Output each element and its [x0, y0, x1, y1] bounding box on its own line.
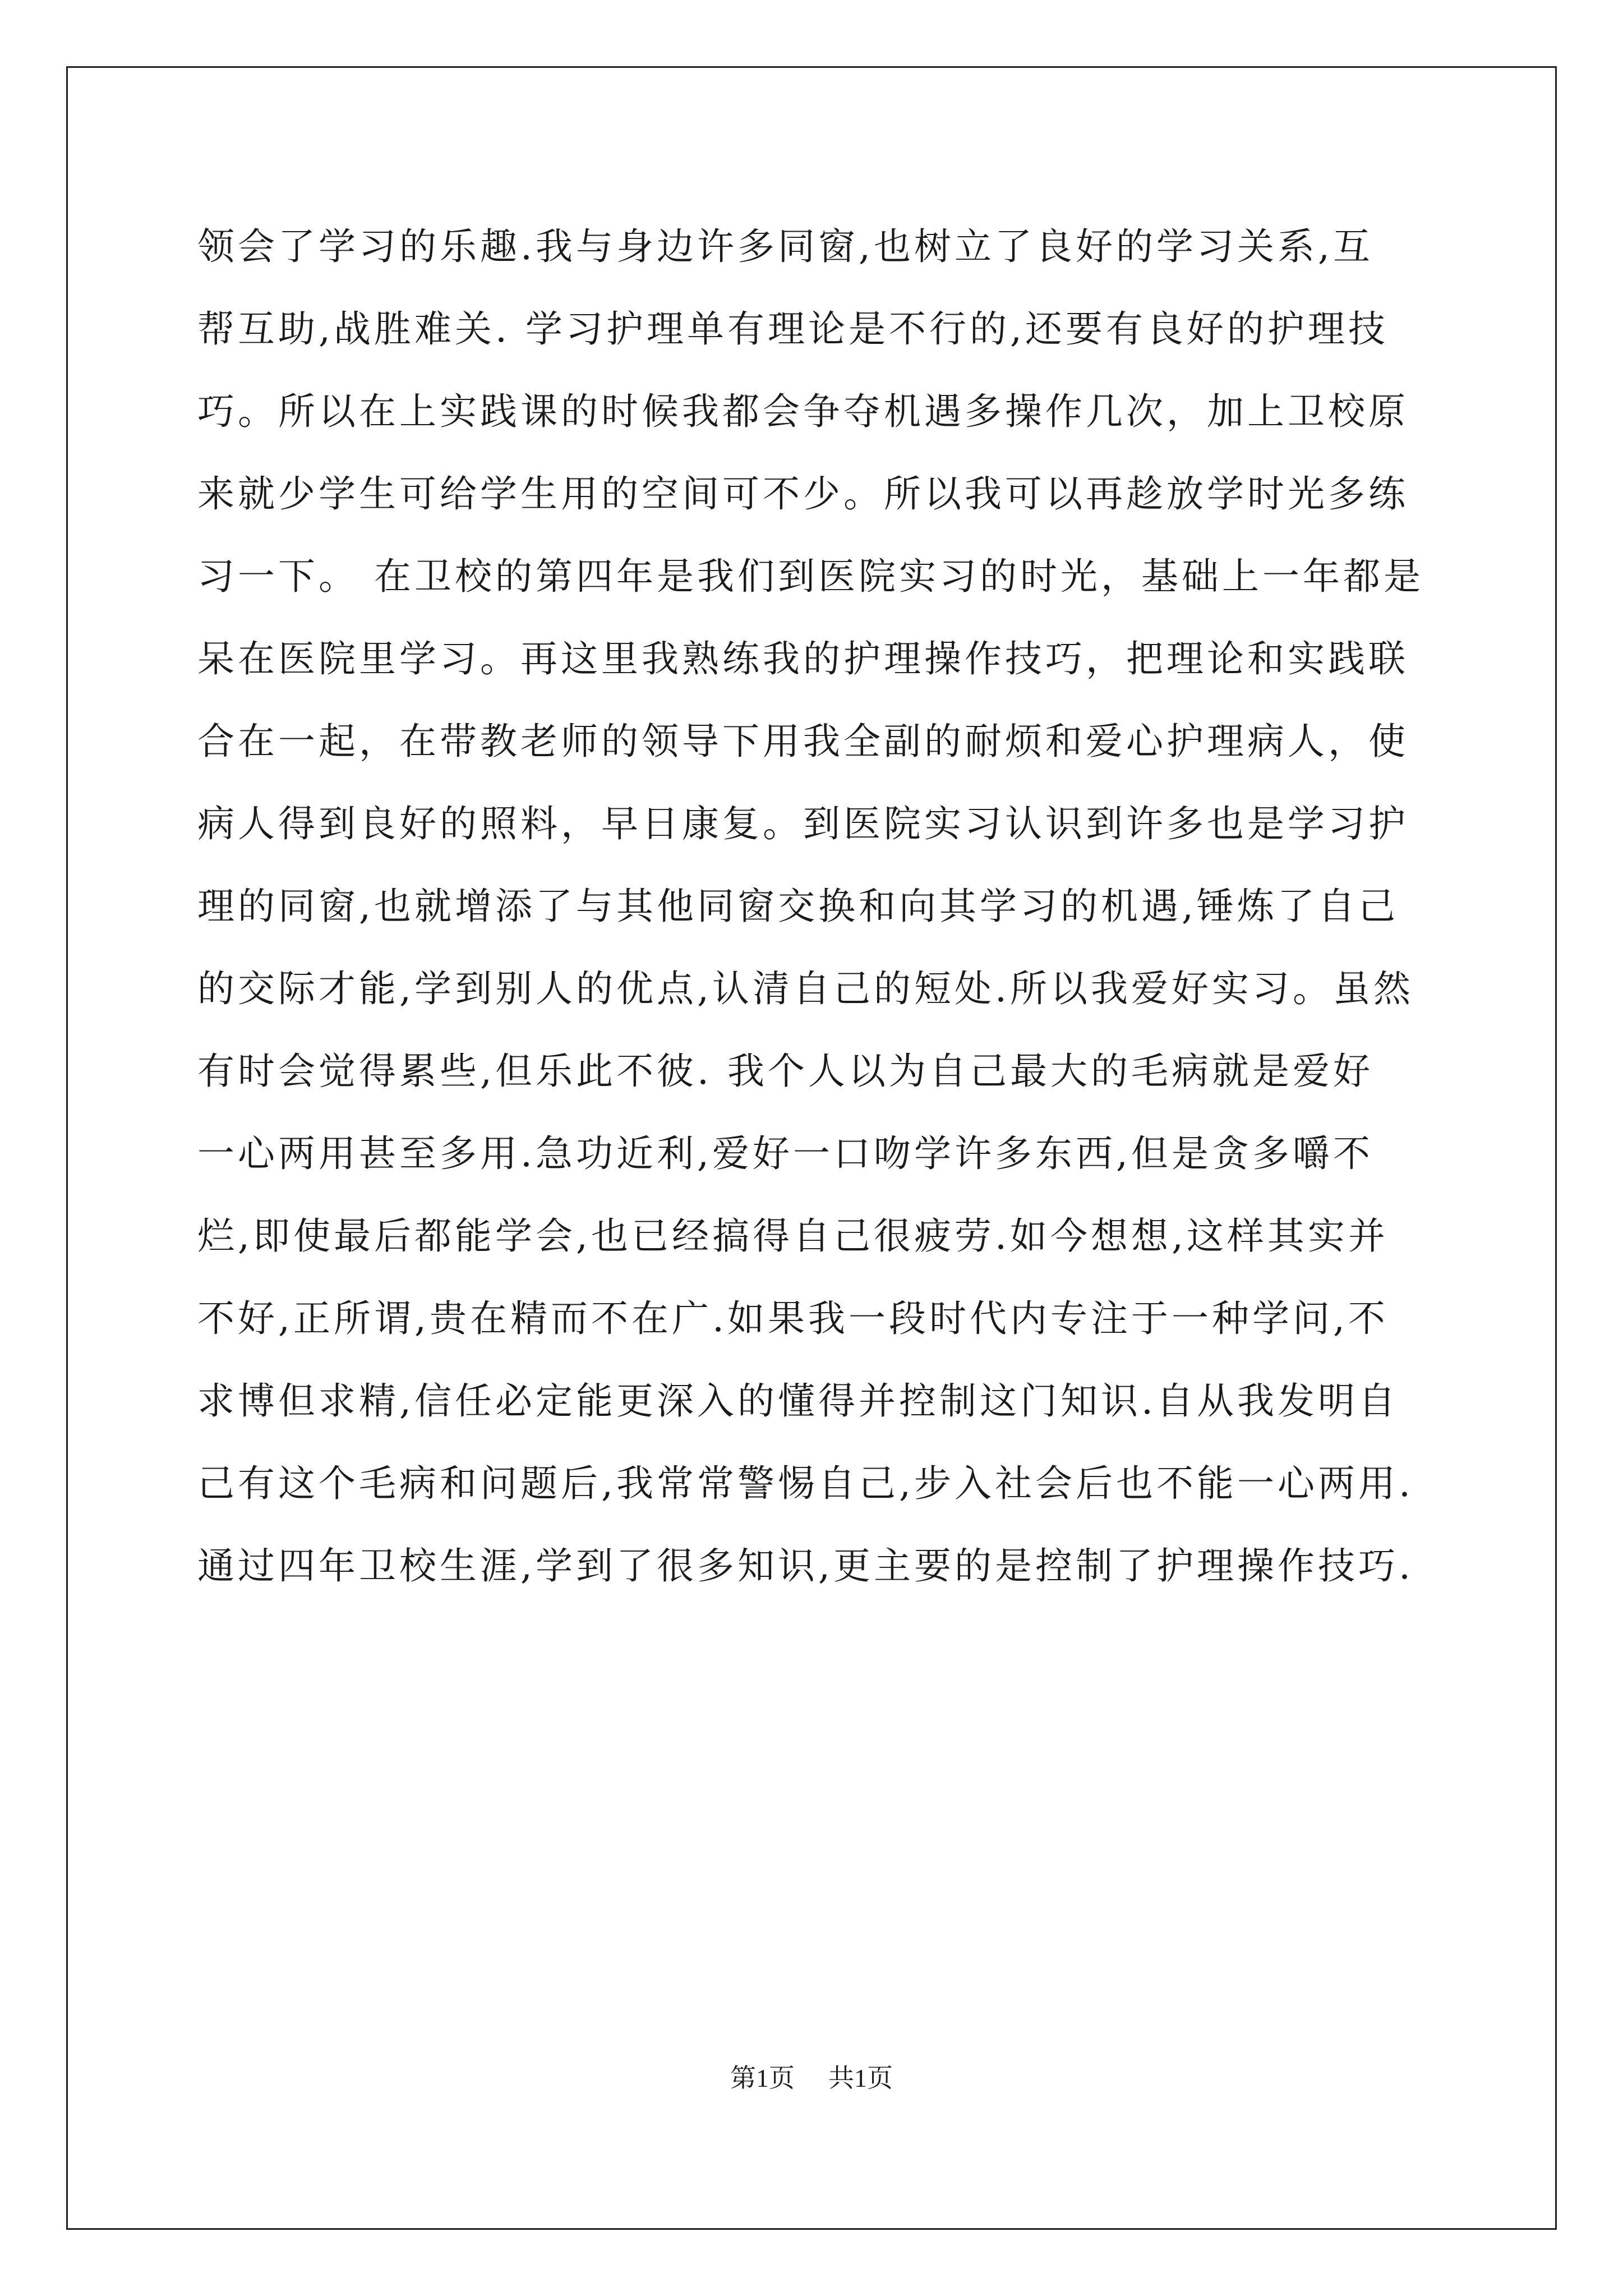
- text-line: 理的同窗,也就增添了与其他同窗交换和向其学习的机遇,锤炼了自己: [197, 885, 1399, 928]
- text-line: 习一下。 在卫校的第四年是我们到医院实习的时光，基础上一年都是: [197, 555, 1424, 598]
- text-line: 有时会觉得累些,但乐此不彼. 我个人以为自己最大的毛病就是爱好: [197, 1050, 1373, 1093]
- text-line: 求博但求精,信任必定能更深入的懂得并控制这门知识.自从我发明自: [197, 1379, 1399, 1423]
- page-number-total: 共1页: [828, 2064, 893, 2092]
- page-footer: [0, 2058, 1623, 2095]
- text-line: 合在一起，在带教老师的领导下用我全副的耐烦和爱心护理病人，使: [197, 720, 1409, 763]
- text-line: 巧。所以在上实践课的时候我都会争夺机遇多操作几次，加上卫校原: [197, 390, 1409, 433]
- document-body: [197, 205, 1431, 1607]
- text-line: 帮互助,战胜难关. 学习护理单有理论是不行的,还要有良好的护理技: [197, 307, 1389, 351]
- text-line: 病人得到良好的照料，早日康复。到医院实习认识到许多也是学习护: [197, 802, 1409, 845]
- text-line: 己有这个毛病和问题后,我常常警惕自己,步入社会后也不能一心两用.: [197, 1462, 1414, 1505]
- text-line: 来就少学生可给学生用的空间可不少。所以我可以再趁放学时光多练: [197, 472, 1409, 516]
- text-line: 烂,即使最后都能学会,也已经搞得自己很疲劳.如今想想,这样其实并: [197, 1214, 1389, 1258]
- text-line: 的交际才能,学到别人的优点,认清自己的短处.所以我爱好实习。虽然: [197, 967, 1414, 1010]
- text-line: 领会了学习的乐趣.我与身边许多同窗,也树立了良好的学习关系,互: [197, 225, 1373, 268]
- text-line: 一心两用甚至多用.急功近利,爱好一口吻学许多东西,但是贪多嚼不: [197, 1132, 1373, 1175]
- text-line: 通过四年卫校生涯,学到了很多知识,更主要的是控制了护理操作技巧.: [197, 1544, 1414, 1588]
- page-number-current: 第1页: [730, 2064, 795, 2092]
- text-line: 呆在医院里学习。再这里我熟练我的护理操作技巧，把理论和实践联: [197, 637, 1409, 680]
- text-line: 不好,正所谓,贵在精而不在广.如果我一段时代内专注于一种学问,不: [197, 1297, 1389, 1340]
